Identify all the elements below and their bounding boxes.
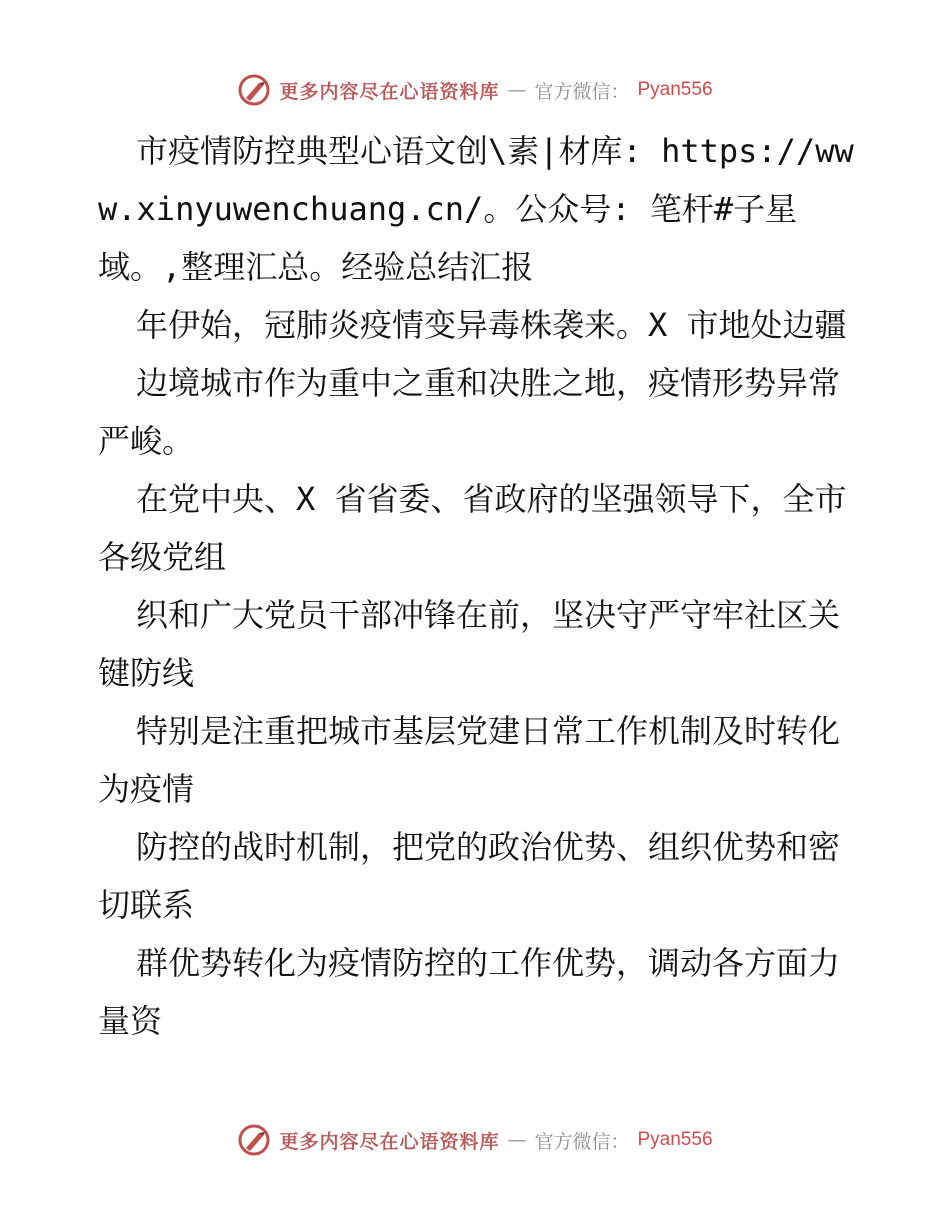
paragraph: 年伊始，冠肺炎疫情变异毒株袭来。X 市地处边疆: [136, 306, 847, 344]
paragraph: 织和广大党员干部冲锋在前，坚决守严守牢社区关键防线: [98, 596, 841, 692]
pen-logo-icon: [237, 73, 271, 107]
paragraph: 特别是注重把城市基层党建日常工作机制及时转化为疫情: [98, 712, 841, 808]
banner-title: 更多内容尽在心语资料库: [279, 80, 500, 103]
banner-wechat-label: 官方微信：: [534, 80, 630, 103]
footer-banner[interactable]: [0, 1120, 950, 1160]
document-body: [98, 122, 858, 1050]
paragraph: 群优势转化为疫情防控的工作优势，调动各方面力量资: [98, 944, 841, 1040]
banner-separator: —: [507, 1129, 527, 1151]
paragraph: 防控的战时机制，把党的政治优势、组织优势和密切联系: [98, 828, 841, 924]
banner-wechat-label: 官方微信：: [534, 1130, 630, 1153]
paragraph: 市疫情防控典型心语文创\素|材库: https://www.xinyuwenchuang.cn/。公众号: 笔杆#子星域。,整理汇总。经验总结汇报: [98, 132, 854, 286]
banner-wechat-id: Pyan556: [637, 79, 713, 100]
header-banner[interactable]: [0, 70, 950, 110]
pen-logo-icon: [237, 1123, 271, 1157]
paragraph: 边境城市作为重中之重和决胜之地，疫情形势异常严峻。: [98, 364, 841, 460]
banner-separator: —: [507, 79, 527, 101]
paragraph: 在党中央、X 省省委、省政府的坚强领导下，全市各级党组: [98, 480, 847, 576]
banner-title: 更多内容尽在心语资料库: [279, 1130, 500, 1153]
banner-wechat-id: Pyan556: [637, 1129, 713, 1150]
